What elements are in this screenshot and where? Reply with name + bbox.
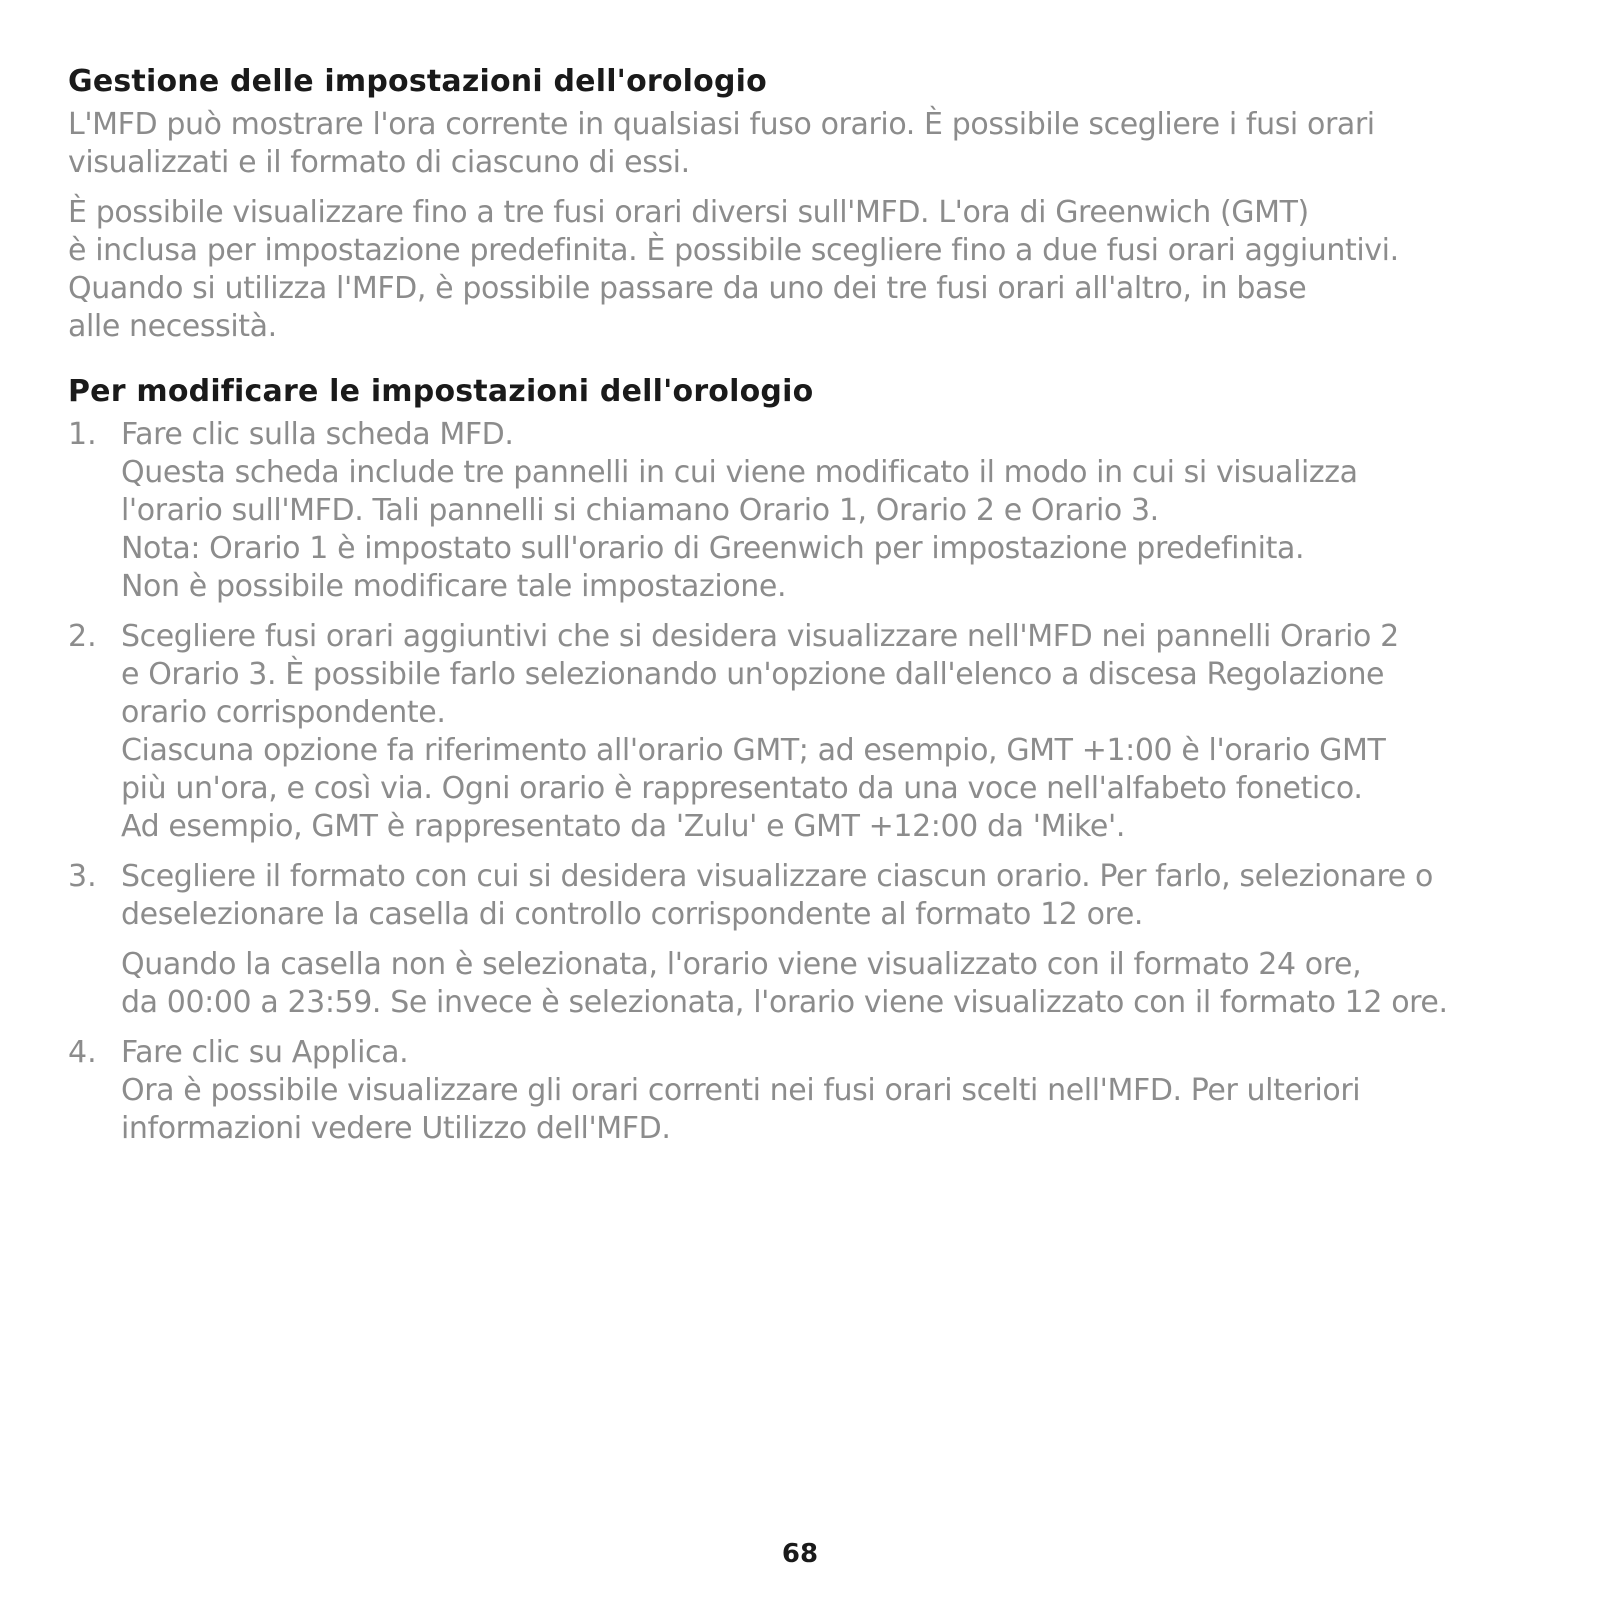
step-item <box>68 416 1538 606</box>
step-number: 2. <box>68 619 97 654</box>
text-line: È possibile visualizzare fino a tre fusi orari diversi sull'MFD. L'ora di Greenwich (GMT) <box>68 195 1309 230</box>
text-line: Non è possibile modificare tale impostazione. <box>121 569 787 604</box>
text-line: Scegliere fusi orari aggiuntivi che si desidera visualizzare nell'MFD nei pannelli Orario 2 <box>121 619 1399 654</box>
text-line: Ad esempio, GMT è rappresentato da 'Zulu' e GMT +12:00 da 'Mike'. <box>121 809 1125 844</box>
step-number: 1. <box>68 417 97 452</box>
text-line: l'orario sull'MFD. Tali pannelli si chiamano Orario 1, Orario 2 e Orario 3. <box>121 493 1159 528</box>
step-text <box>121 618 1538 846</box>
text-line: visualizzati e il formato di ciascuno di essi. <box>68 145 690 180</box>
text-line: Nota: Orario 1 è impostato sull'orario di Greenwich per impostazione predefinita. <box>121 531 1305 566</box>
text-line: orario corrispondente. <box>121 695 446 730</box>
section-title-clock-management: Gestione delle impostazioni dell'orologio <box>68 64 767 99</box>
document-page <box>68 58 1538 1160</box>
text-line: Questa scheda include tre pannelli in cui viene modificato il modo in cui si visualizza <box>121 455 1358 490</box>
step-item <box>68 618 1538 846</box>
text-line: Quando la casella non è selezionata, l'orario viene visualizzato con il formato 24 ore, <box>121 947 1362 982</box>
step-item <box>68 858 1538 1022</box>
step-number: 3. <box>68 859 97 894</box>
text-line: Fare clic su Applica. <box>121 1035 409 1070</box>
step-number: 4. <box>68 1035 97 1070</box>
text-line: Ora è possibile visualizzare gli orari correnti nei fusi orari scelti nell'MFD. Per ulteriori <box>121 1073 1361 1108</box>
steps-list <box>68 416 1538 1148</box>
text-line: informazioni vedere Utilizzo dell'MFD. <box>121 1111 671 1146</box>
step-item <box>68 1034 1538 1148</box>
timezone-paragraph <box>68 194 1538 346</box>
step-subparagraph <box>121 946 1538 1022</box>
step-text <box>121 1034 1538 1148</box>
text-line: e Orario 3. È possibile farlo selezionando un'opzione dall'elenco a discesa Regolazione <box>121 657 1385 692</box>
intro-paragraph <box>68 106 1538 182</box>
text-line: Quando si utilizza l'MFD, è possibile passare da uno dei tre fusi orari all'altro, in base <box>68 271 1307 306</box>
text-line: alle necessità. <box>68 309 277 344</box>
text-line: Ciascuna opzione fa riferimento all'orario GMT; ad esempio, GMT +1:00 è l'orario GMT <box>121 733 1386 768</box>
text-line: da 00:00 a 23:59. Se invece è selezionata, l'orario viene visualizzato con il formato 12 ore. <box>121 985 1448 1020</box>
text-line: Scegliere il formato con cui si desidera visualizzare ciascun orario. Per farlo, selezionare o <box>121 859 1433 894</box>
step-text <box>121 858 1538 934</box>
page-number: 68 <box>781 1539 819 1569</box>
text-line: più un'ora, e così via. Ogni orario è rappresentato da una voce nell'alfabeto fonetico. <box>121 771 1363 806</box>
text-line: L'MFD può mostrare l'ora corrente in qualsiasi fuso orario. È possibile scegliere i fusi orari <box>68 107 1375 142</box>
text-line: deselezionare la casella di controllo corrispondente al formato 12 ore. <box>121 897 1144 932</box>
section-title-modify-clock: Per modificare le impostazioni dell'orologio <box>68 374 814 409</box>
text-line: è inclusa per impostazione predefinita. È possibile scegliere fino a due fusi orari aggiuntivi. <box>68 233 1399 268</box>
text-line: Fare clic sulla scheda MFD. <box>121 417 514 452</box>
step-text <box>121 416 1538 606</box>
